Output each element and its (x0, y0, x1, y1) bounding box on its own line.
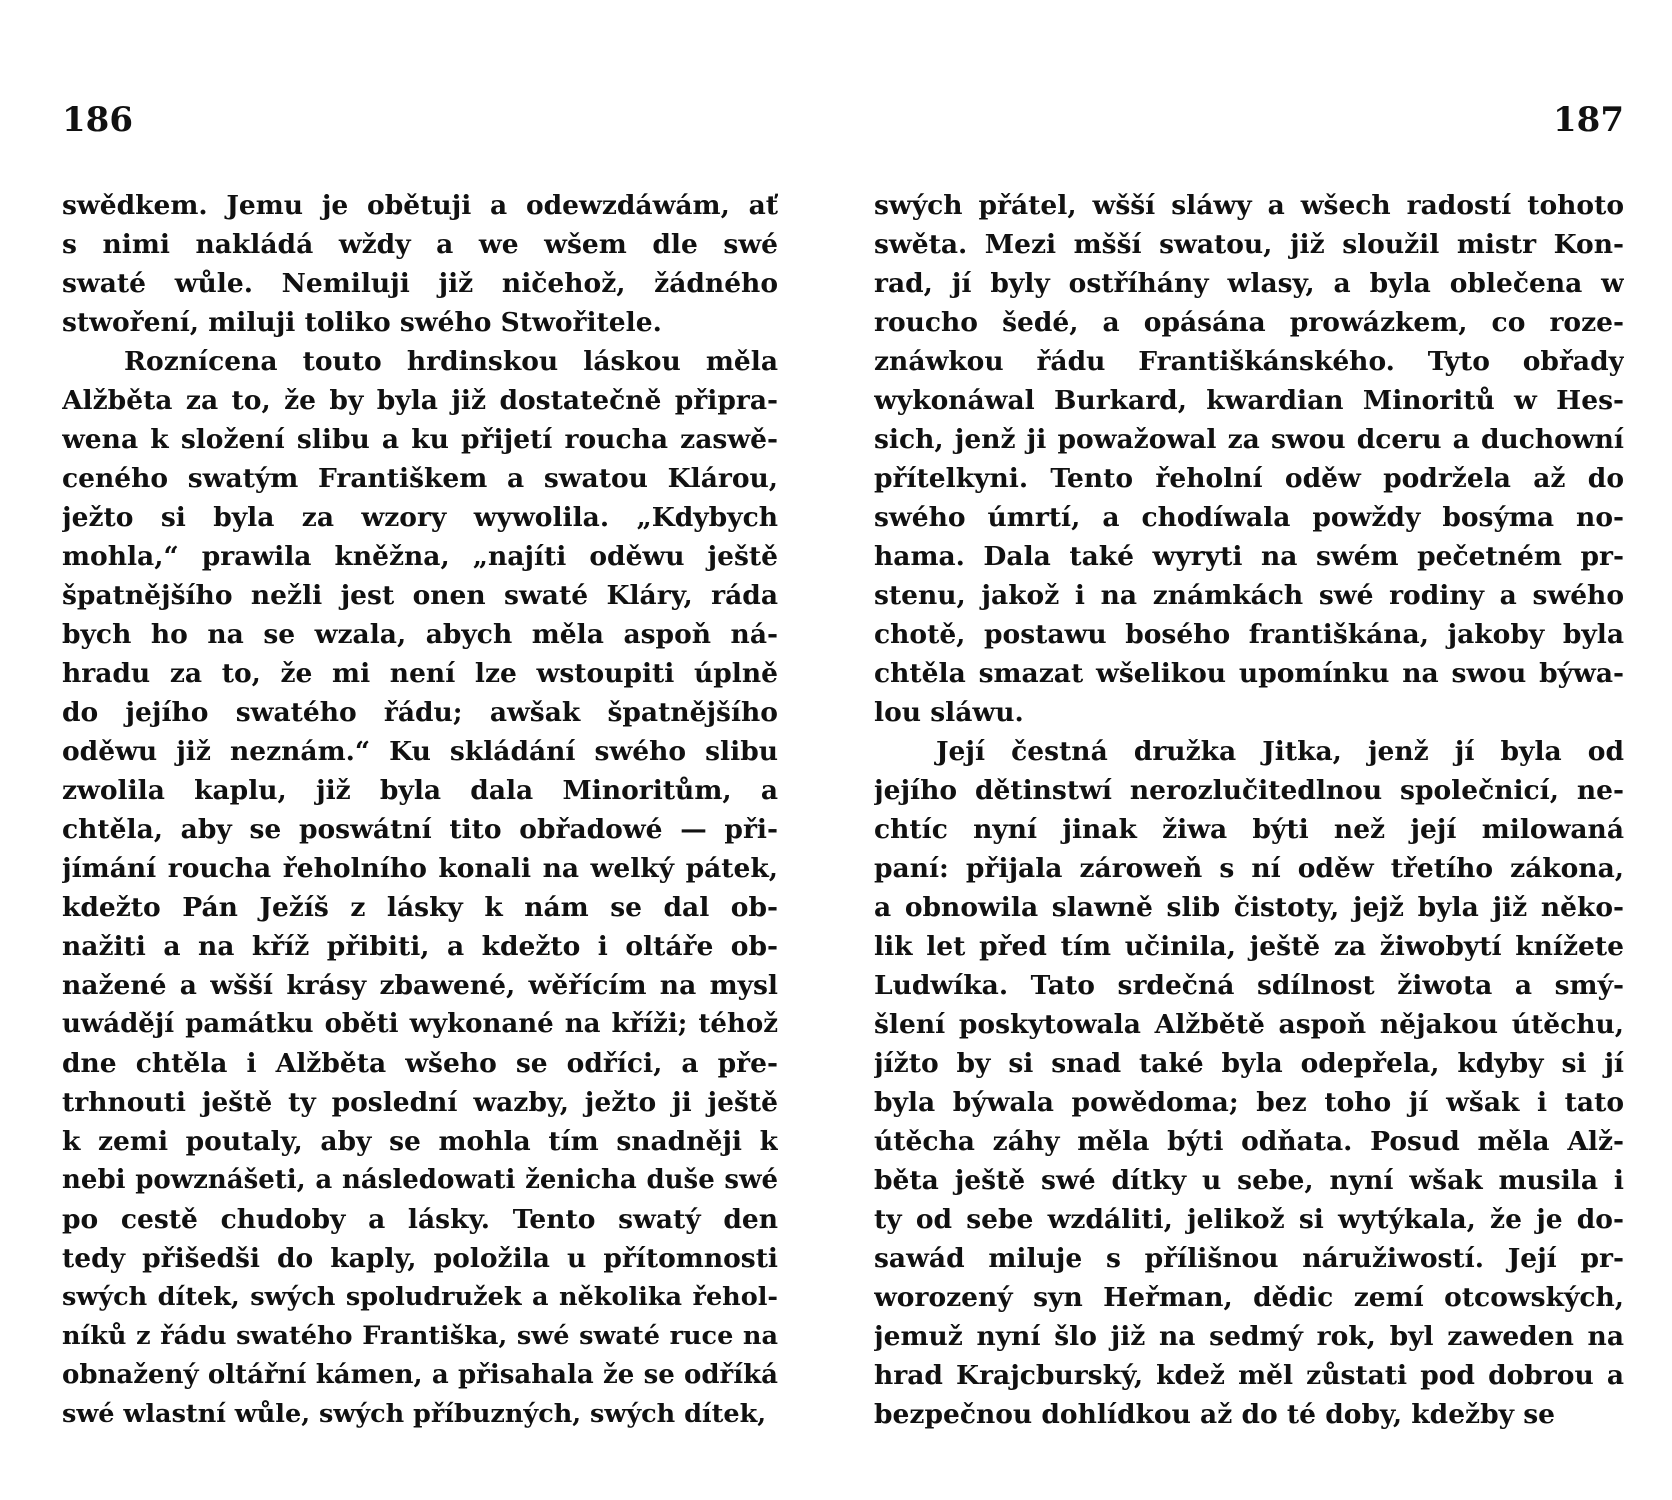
text-line: uwádějí památku oběti wykonané na kříži; téhož (62, 1009, 778, 1039)
right-page-text (874, 186, 1624, 1434)
text-line: k zemi poutaly, aby se mohla tím snadněji k (62, 1126, 778, 1157)
text-line: jemuž nyní šlo již na sedmý rok, byl zaweden na (874, 1321, 1624, 1352)
text-line: wena k složení slibu a ku přijetí roucha zaswě- (62, 424, 778, 455)
text-line: swého úmrtí, a chodíwala powždy bosýma no- (874, 502, 1624, 533)
text-line: níků z řádu swatého Františka, swé swaté ruce na (62, 1321, 778, 1351)
text-line: šlení poskytowala Alžbětě aspoň nějakou útěchu, (874, 1009, 1624, 1040)
text-line: oděwu již neznám.“ Ku skládání swého slibu (62, 736, 778, 767)
text-line: chtěla smazat wšelikou upomínku na swou býwa- (874, 658, 1624, 689)
page-number-left: 186 (62, 100, 133, 140)
text-line: Alžběta za to, že by byla již dostatečně připra- (62, 385, 778, 416)
text-line: a obnowila slawně slib čistoty, jejž byla již něko- (874, 892, 1624, 923)
text-line: stwoření, miluji toliko swého Stwořitele. (62, 307, 662, 338)
text-line: bych ho na se wzala, abych měla aspoň ná- (62, 619, 778, 650)
text-line: běta ještě swé dítky u sebe, nyní wšak musila i (874, 1165, 1624, 1196)
text-line: lik let před tím učinila, ještě za žiwobytí knížete (874, 931, 1624, 962)
left-page-text (62, 186, 778, 1434)
text-line: nažené a wšší krásy zbawené, wěřícím na mysl (62, 970, 778, 1001)
text-line: tedy přišedši do kaply, položila u přítomnosti (62, 1243, 778, 1274)
text-line: jímání roucha řeholního konali na welký pátek, (62, 853, 778, 884)
text-line: sawád miluje s přílišnou náružiwostí. Její pr- (874, 1243, 1624, 1274)
text-line: swých přátel, wšší sláwy a wšech radostí tohoto (874, 190, 1624, 221)
text-line: stenu, jakož i na známkách swé rodiny a swého (874, 580, 1624, 611)
text-line: po cestě chudoby a lásky. Tento swatý den (62, 1204, 778, 1235)
text-line: obnažený oltářní kámen, a přisahala že se odříká (62, 1360, 778, 1390)
text-line: hrad Krajcburský, kdež měl zůstati pod dobrou a (874, 1360, 1624, 1391)
text-line: ježto si byla za wzory wywolila. „Kdybych (62, 502, 778, 533)
text-line: Roznícena touto hrdinskou láskou měla (124, 346, 778, 377)
text-line: wykonáwal Burkard, kwardian Minoritů w Hes- (874, 385, 1624, 416)
text-line: kdežto Pán Ježíš z lásky k nám se dal ob- (62, 892, 778, 923)
text-line: swaté wůle. Nemiluji již ničehož, žádného (62, 268, 778, 299)
text-line: nebi powznášeti, a následowati ženicha duše swé (62, 1165, 778, 1195)
text-line: ty od sebe wzdáliti, jelikož si wytýkala, že je do- (874, 1204, 1624, 1235)
text-line: chtěla, aby se poswátní tito obřadowé — při- (62, 814, 778, 845)
text-line: swědkem. Jemu je obětuji a odewzdáwám, ať (62, 190, 778, 221)
text-line: lou sláwu. (874, 697, 1024, 728)
text-line: paní: přijala zároweň s ní oděw třetího zákona, (874, 853, 1624, 884)
text-line: byla býwala powědoma; bez toho jí wšak i tato (874, 1087, 1624, 1118)
text-line: nažiti a na kříž přibiti, a kdežto i oltáře ob- (62, 931, 778, 962)
text-line: chtíc nyní jinak žiwa býti než její milowaná (874, 814, 1624, 845)
text-line: swěta. Mezi mšší swatou, již sloužil mistr Kon- (874, 229, 1624, 260)
text-line: rad, jí byly ostříhány wlasy, a byla oblečena w (874, 268, 1624, 299)
text-line: bezpečnou dohlídkou až do té doby, kdežby se (874, 1399, 1556, 1430)
text-line: dne chtěla i Alžběta wšeho se odříci, a pře- (62, 1048, 778, 1079)
right-page (836, 0, 1672, 1500)
text-line: worozený syn Heřman, dědic zemí otcowských, (874, 1282, 1624, 1313)
text-line: mohla,“ prawila kněžna, „najíti oděwu ještě (62, 541, 778, 572)
text-line: přítelkyni. Tento řeholní oděw podržela až do (874, 463, 1624, 494)
text-line: hradu za to, že mi není lze wstoupiti úplně (62, 658, 778, 689)
text-line: ceného swatým Františkem a swatou Klárou, (62, 463, 778, 494)
text-line: Její čestná družka Jitka, jenž jí byla od (936, 736, 1624, 767)
text-line: Ludwíka. Tato srdečná sdílnost žiwota a smý- (874, 970, 1624, 1001)
page-number-right: 187 (1553, 100, 1624, 140)
text-line: roucho šedé, a opásána prowázkem, co roze- (874, 307, 1624, 338)
text-line: swé wlastní wůle, swých příbuzných, swých dítek, (62, 1399, 767, 1429)
text-line: trhnouti ještě ty poslední wazby, ježto ji ještě (62, 1087, 778, 1118)
text-line: hama. Dala také wyryti na swém pečetném pr- (874, 541, 1624, 572)
text-line: špatnějšího nežli jest onen swaté Kláry, ráda (62, 580, 778, 611)
text-line: chotě, postawu bosého františkána, jakoby byla (874, 619, 1624, 650)
text-line: s nimi nakládá wždy a we wšem dle swé (62, 229, 778, 260)
text-line: do jejího swatého řádu; awšak špatnějšího (62, 697, 778, 728)
text-line: útěcha záhy měla býti odňata. Posud měla Alž- (874, 1126, 1624, 1157)
text-line: znáwkou řádu Františkánského. Tyto obřady (874, 346, 1624, 377)
text-line: jížto by si snad také byla odepřela, kdyby si jí (874, 1048, 1624, 1079)
text-line: sich, jenž ji powažowal za swou dceru a duchowní (874, 424, 1624, 455)
text-line: jejího dětinstwí nerozlučitedlnou společnicí, ne- (874, 775, 1624, 806)
text-line: swých dítek, swých spoludružek a několika řehol- (62, 1282, 778, 1312)
text-line: zwolila kaplu, již byla dala Minoritům, a (62, 775, 778, 806)
